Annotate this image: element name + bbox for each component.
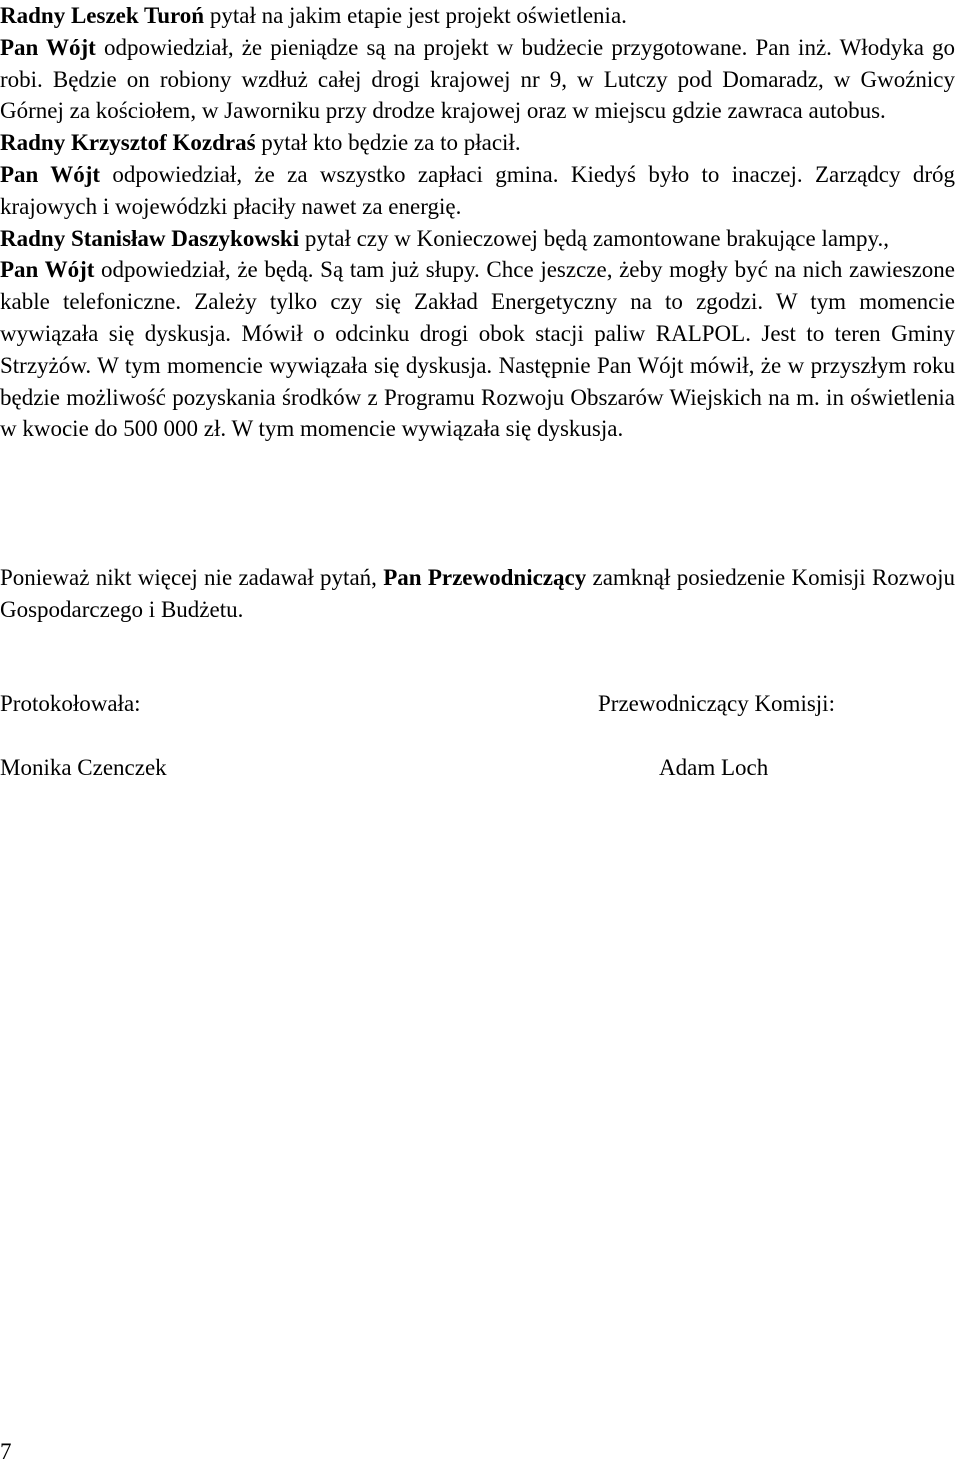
chairman-name: Adam Loch — [659, 755, 769, 780]
protocol-body — [0, 0, 955, 445]
paragraph-wojt-reply-2 — [0, 159, 955, 223]
paragraph-wojt-reply-3 — [0, 254, 955, 445]
closing-paragraph — [0, 562, 955, 626]
paragraph-text: odpowiedział, że za wszystko zapłaci gmina. Kiedyś było to inaczej. Zarządcy dróg krajowych i wojewódzki płaciły nawet za energię. — [0, 161, 955, 219]
speaker-name: Radny Leszek Turoń — [0, 3, 205, 28]
speaker-name: Radny Stanisław Daszykowski — [0, 225, 300, 251]
paragraph-kozdras — [0, 127, 955, 159]
paragraph-text: pytał czy w Konieczowej będą zamontowane brakujące lampy., — [299, 225, 889, 251]
paragraph-turon — [0, 0, 955, 32]
page-number: 7 — [0, 1439, 12, 1464]
paragraph-daszykowski — [0, 223, 955, 255]
recorder-name: Monika Czenczek — [0, 755, 167, 780]
speaker-name: Pan Wójt — [0, 34, 96, 60]
paragraph-text: odpowiedział, że pieniądze są na projekt w budżecie przygotowane. Pan inż. Włodyka go robi. Będzie on robiony wzdłuż całej drogi krajowej nr 9, w Lutczy pod Domaradz, w Gwoźnicy Górnej za kościołem, w Jaworniku przy drodze krajowej oraz w miejscu gdzie zawraca autobus. — [0, 34, 956, 124]
chairman-label: Przewodniczący Komisji: — [598, 691, 835, 716]
speaker-name: Radny Krzysztof Kozdraś — [0, 130, 256, 156]
speaker-name: Pan Wójt — [0, 257, 95, 283]
paragraph-text: pytał na jakim etapie jest projekt oświetlenia. — [204, 3, 627, 28]
paragraph-text: odpowiedział, że będą. Są tam już słupy. Chce jeszcze, żeby mogły być na nich zawieszone kable telefoniczne. Zależy tylko czy się Zakład Energetyczny na to zgodzi. W tym momencie wywiązała się dyskusja. Mówił o odcinku drogi obok stacji paliw RALPOL. Jest to teren Gminy Strzyżów. W tym momencie wywiązała się dyskusja. Następnie Pan Wójt mówił, że w przyszłym roku będzie możliwość pozyskania środków z Programu Rozwoju Obszarów Wiejskich na m. in oświetlenia w kwocie do 500 000 zł. W tym momencie wywiązała się dyskusja. — [0, 257, 955, 442]
chairman-title: Pan Przewodniczący — [383, 565, 587, 590]
speaker-name: Pan Wójt — [0, 161, 101, 187]
recorder-label: Protokołowała: — [0, 691, 141, 716]
paragraph-text: pytał kto będzie za to płacił. — [255, 130, 521, 156]
paragraph-wojt-reply-1 — [0, 32, 955, 127]
closing-text-before: Ponieważ nikt więcej nie zadawał pytań, — [0, 565, 384, 590]
closing-text-after: zamknął posiedzenie Komisji Rozwoju Gospodarczego i Budżetu. — [0, 565, 955, 622]
